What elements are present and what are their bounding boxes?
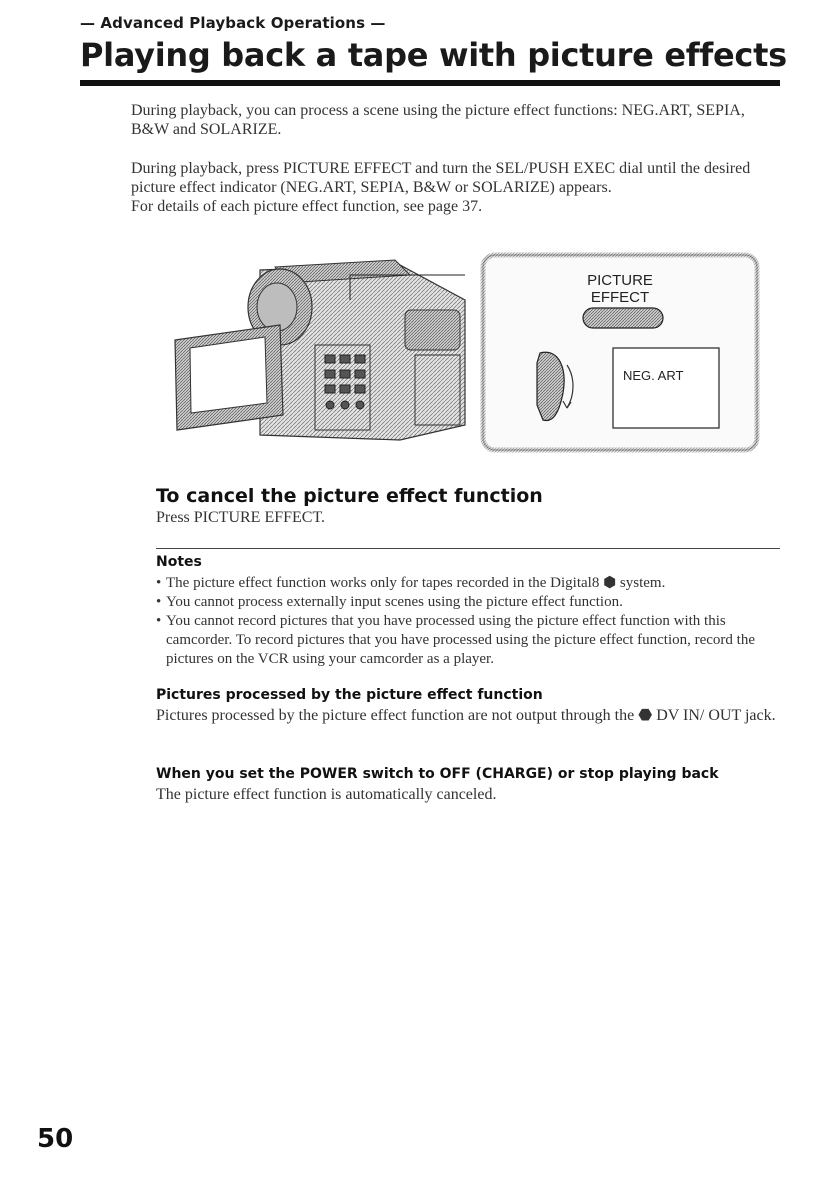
intro-paragraph	[131, 101, 781, 139]
camcorder-icon	[175, 260, 465, 440]
list-item: • You cannot process externally input scenes using the picture effect function.	[156, 594, 623, 610]
notes-divider	[156, 548, 780, 549]
picture-effect-label-line1: PICTURE	[587, 272, 653, 289]
page-number: 50	[37, 1124, 74, 1154]
note-text: You cannot process externally input scenes using the picture effect function.	[166, 594, 623, 610]
notes-heading: Notes	[156, 554, 202, 570]
list-item: • You cannot record pictures that you have processed using the picture effect function with this camcorder. To record pictures that you have processed using the picture effect function, record the pictures on the VCR using your camcorder as a player.	[156, 613, 755, 667]
power-heading: When you set the POWER switch to OFF (CHARGE) or stop playing back	[156, 766, 719, 782]
processed-text: Pictures processed by the picture effect function are not output through the ⬣ DV IN/ OUT jack.	[156, 707, 776, 724]
cancel-text: Press PICTURE EFFECT.	[156, 509, 326, 526]
page-title: Playing back a tape with picture effects	[80, 36, 787, 74]
title-rule	[80, 80, 780, 86]
power-text: The picture effect function is automatically canceled.	[156, 786, 497, 803]
picture-effect-button[interactable]	[583, 308, 663, 328]
cancel-heading: To cancel the picture effect function	[156, 485, 543, 507]
section-label: — Advanced Playback Operations —	[80, 14, 386, 32]
step-text: During playback, press PICTURE EFFECT and turn the SEL/PUSH EXEC dial until the desired picture effect indicator (NEG.ART, SEPIA, B&W or SOLARIZE) appears.	[131, 160, 751, 196]
list-item: • The picture effect function works only for tapes recorded in the Digital8 ⬢ system.	[156, 575, 666, 591]
camcorder-illustration	[165, 245, 765, 470]
processed-heading: Pictures processed by the picture effect function	[156, 687, 543, 703]
intro-text: During playback, you can process a scene using the picture effect functions: NEG.ART, SEPIA, B&W and SOLARIZE.	[131, 102, 745, 138]
display-screen	[613, 348, 719, 428]
note-text: You cannot record pictures that you have processed using the picture effect function with this camcorder. To record pictures that you have processed using the picture effect function, record the pictures on the VCR using your camcorder as a player.	[166, 613, 755, 667]
step-reference: For details of each picture effect function, see page 37.	[131, 198, 483, 215]
notes-list	[156, 574, 781, 669]
steps-paragraph	[131, 159, 781, 216]
display-indicator-text: NEG. ART	[623, 368, 684, 383]
picture-effect-label-line2: EFFECT	[590, 289, 650, 306]
note-text: The picture effect function works only for tapes recorded in the Digital8 ⬢ system.	[166, 575, 666, 591]
